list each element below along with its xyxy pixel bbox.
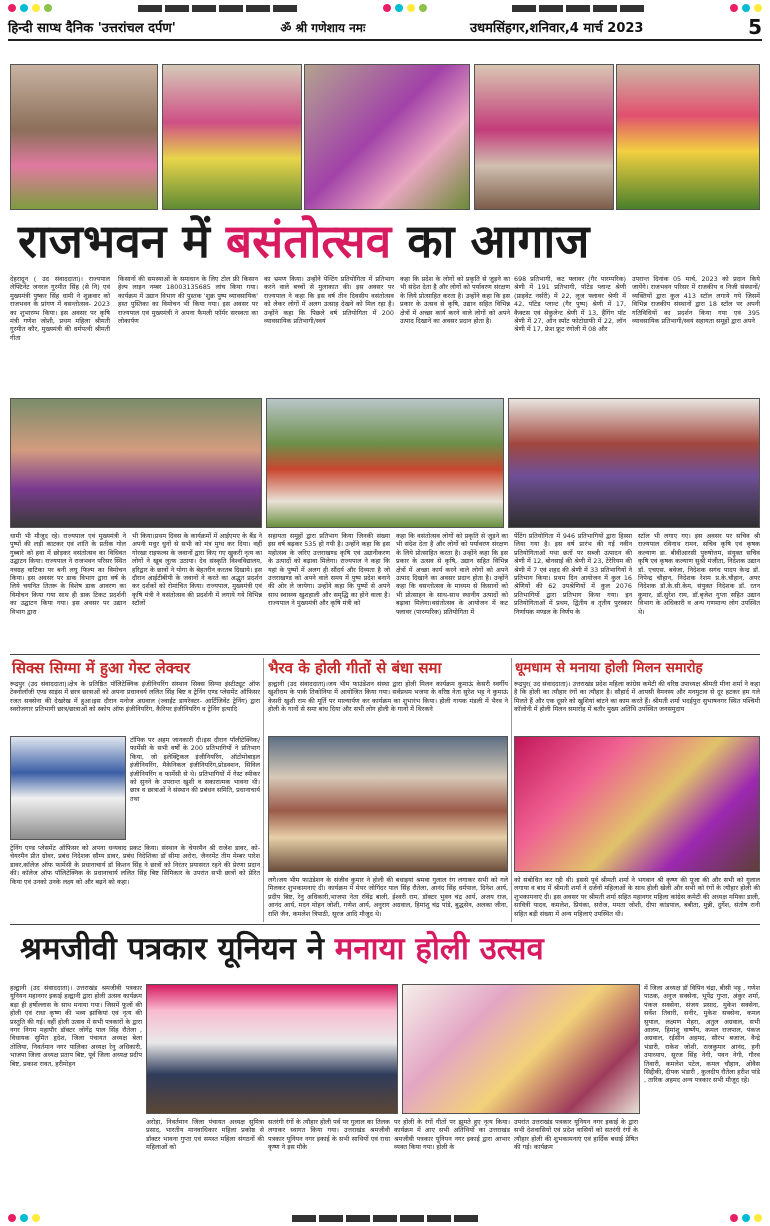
decor-dot — [395, 4, 403, 12]
decor-bar — [373, 1215, 397, 1222]
photo-yoga-performance — [266, 398, 504, 528]
column-divider — [511, 658, 512, 922]
decor-bar — [593, 5, 617, 12]
lead-headline-part1: राजभवन में — [18, 214, 210, 268]
section-divider — [10, 654, 760, 655]
lead-lower-col-6: स्टॉल भी लगाए गए। इस अवसर पर सचिव श्री राज्यपाल रविनाथ रामन, सचिव कृषि एवं कृषक कल्याण डा. बीवीआरसी पुरुषोत्तम, संयुक्त सचिव कृषि एवं कृषक कल्याण सुश्री मंजीता, निदेशक उद्यान डॉ. एचएस. बवेजा, निदेशक सगंध पादप केन्द्र डॉ. निपेन्द्र चौहान, निदेशक रेशम प्र.के.चौहान, अपर निदेशक डॉ.के.सी.केम, संयुक्त निदेशक डॉ. रतन कुमार, डॉ.सुरेश राम, डॉ.बृजेश गुप्ता सहित उद्यान विभाग के अधिकारी व अन्य गणमान्य लोग उपस्थित थे। — [638, 532, 760, 616]
holi-milan-body-1: रूद्रपुर( उद संवाददाता)। उत्तराखंड प्रदेश महिला कांग्रेस कमेटी की वरिष्ठ उपाध्यक्ष श्रीमती मीना शर्मा ने कहा है कि होली का त्यौहार रंगों का त्यौहार है। सौहार्द में आपसी वैमनस्य और मनमुटाव से दूर हटकर हम गले मिलते हैं और एक दूसरे को खुशियां बांटने का काम करते हैं। श्रीमती शर्मा भदईपुरा सुभाषनगर स्थित पश्चिमी कॉलोनी में होली मिलन समारोह में बतौर मुख्य अतिथि उपस्थित जनसमुदाय — [514, 680, 760, 714]
lead-lower-col-2: भी किया।प्रथम दिवस के कार्यक्रमों में आईएमए के बैंड ने अपनी मधुर धुनों से सभी को मंत्र मुग्ध कर दिया। वहीं गोरखा राइफल्स के जवानों द्वारा किए गए खुकरी नृत्य का लोगों ने खूब लुत्फ उठाया। देव संस्कृति विश्वविद्यालय, हरिद्वार के छात्रों ने योगा के बेहतरीन करतब दिखाये। इस दौरान आईटीबीपी के जवानों ने करते का अद्भुत प्रदर्शन कर दर्शकों को रोमांचित किया। राज्यपाल, मुख्यमंत्री एवं कृषि मंत्री ने वसंतोत्सव की प्रदर्शनी में लगाये गये विभिन्न स्टॉलों — [132, 532, 262, 608]
photo-guest-lecture — [10, 736, 126, 840]
sixsigma-body-3: ट्रेनिंग एण्ड प्लेसमेंट ऑफिसर को अपना धन्यवाद प्रकट किया। संस्थान के चेयरमैन श्री राजेश डावर, को- चेयरमैन प्रीत ग्रोवर, प्रबंध निदेशक सौम्य डावर, प्रबंध निदेशिका डॉ सीमा अरोरा, जैनरमेंट तीम मेम्बर पारेश डावर,कॉलेज ऑफ फार्मेसी के प्रधानाचार्य डॉ किशन सिंह ने छात्रों को निरंतर प्रयासरत रहने की प्रेरणा प्रदान की। कॉलेज ऑफ पॉलिटेक्निक के प्रधानाचार्य ललित सिंह बिष्ट सिमिकार के उपरांत सभी छात्रों को प्रेरित किया एवं उनको उनके लक्ष्य को और बढ़ने को कहा। — [10, 844, 260, 886]
masthead — [8, 15, 762, 41]
photo-women-holi — [514, 736, 760, 872]
decor-dot — [419, 4, 427, 12]
decor-bar — [165, 5, 189, 12]
decor-bar — [346, 1215, 370, 1222]
photo-flower-beds — [616, 64, 760, 210]
decor-bar — [512, 5, 536, 12]
sixsigma-body-1: रूद्रपुर (उद संवाददाता)।क्षेत्र के प्रतिष्ठित पॉलिटेक्निक इंजीनियरिंग संस्थान सिक्स सिग्मा इंस्टीट्यूट ऑफ टेक्नोलॉजी एण्ड साइंस में छात्र छात्राओं को अपना प्रधानवर्य ललित सिंह बिष्ट व ट्रेनिंग एण्ड प्लेसमेंट ऑफिसर रजत सक्सेना की देखरेख में हुआ।इस दौरान मनोज अग्रवाल (ज्वाईंट डायरेक्टर- आर्टिजिवेंट ट्रेनिंग) द्वारा स्वरोजगार प्रतिभागी छात्र/छात्राओं को स्कोप ऑफ इंजीनियरिंग, कैरियर इंजीनियरिंग व ट्रेनिंग इत्यादि — [10, 680, 260, 714]
decor-dot — [730, 1214, 738, 1222]
lead-headline — [18, 214, 590, 268]
sixsigma-headline: सिक्स सिग्मा में हुआ गेस्ट लेक्चर — [12, 659, 191, 677]
lead-col-2: किसानों की समस्याओं के समाधान के लिए टोल फ्री किसान हेल्प लाइन नम्बर 18003135685 लांच किया गया। कार्यक्रम में उद्यान विभाग की पुस्तक 'शुक्र पुष्प व्यावसायिक' हस्त पुस्तिका का विमोचन भी किया गया। इस अवसर पर राज्यपाल एवं मुख्यमंत्री ने अपना फैमली फॉर्मर सरस्वता का लोकार्पण — [118, 275, 258, 326]
shramjeevi-headline-part2: मनाया होली उत्सव — [334, 931, 544, 967]
top-decor — [8, 3, 762, 13]
lead-headline-part3: का आगाज — [407, 214, 590, 268]
decor-bar — [292, 1215, 316, 1222]
dots-right — [730, 4, 762, 12]
dots-mid — [383, 4, 427, 12]
decor-dot — [754, 1214, 762, 1222]
decor-dot — [742, 4, 750, 12]
decor-bar — [566, 5, 590, 12]
decor-dot — [383, 4, 391, 12]
bhairav-body-1: हल्द्वानी (उद संवाददाता)।जय भीम फाउंडेशन संस्था द्वारा होली मिलन कार्यक्रम कुमाऊं केसरी स्वर्गीय खुशीराम के पार्क तिकोनिया में आयोजित किया गया। सर्वप्रथम भजपा के वरिष्ठ नेता सुरेश भट्ट ने कुमाऊं केसरी खुशी राम की मूर्ति पर माल्यार्पण कर कार्यक्रम का शुभारंभ किया। होली गायक मंडली में भैरव ने होली के गानों से समा बांध दिया और सभी लोग होली के गानों में थिरकने — [268, 680, 508, 714]
decor-dot — [8, 1214, 16, 1222]
shramjeevi-col-3: सतरंगी रंगों के त्यौहार होली पर्व पर गुलाल का तिलक लगाकर स्वागत किया गया। उत्तराखंड श्रमजीवी पत्रकार यूनियन नगर इकाई के सभी साथियों एवं राधा कृष्ण ने इस मौके — [268, 1118, 390, 1152]
decor-bar — [192, 5, 216, 12]
lead-lower-col-5: पेंटिंग प्रतियोगिता में 946 प्रतिभागियों द्वारा हिस्सा लिया गया है। इस वर्ष प्रारंभ की गई नवीन प्रतियोगिताओं यथा छतों पर सब्जी उत्पादन की श्रेणी में 12, बोनसाई की श्रेणी में 23, टेरेरियम की श्रेणी में 7 एवं शहद की श्रेणी में 33 प्रतिभागियों ने प्रतिभाग किया। प्रथम दिन आयोजन में कुल 16 श्रेणियों की 62 उपश्रेणियों में कुल 2076 प्रतिभागियों द्वारा प्रतिभाग किया गया। इन प्रतियोगिताओं में प्रथम, द्वितीय व तृतीय पुरस्कार निर्णायक मण्डल के निर्णय के — [514, 532, 632, 616]
decor-dot — [32, 1214, 40, 1222]
decor-bar — [219, 5, 243, 12]
section-divider — [10, 924, 760, 925]
decor-dot — [742, 1214, 750, 1222]
bhairav-headline: भैरव के होली गीतों से बंधा समा — [268, 659, 442, 677]
decor-dot — [754, 4, 762, 12]
decor-bar — [138, 5, 162, 12]
decor-dot — [32, 4, 40, 12]
location-date: उधमसिंहगर,शनिवार,4 मार्च 2023 — [470, 21, 644, 36]
paper-name: हिन्दी साप्ध दैनिक 'उत्तरांचल दर्पण' — [8, 21, 176, 36]
photo-women-bouquet — [304, 64, 470, 210]
photo-governor-flowers — [10, 64, 158, 210]
lead-col-1: देहरादून ( उद संवाददाता)। राज्यपाल लेफ्टिनेंट जनरल गुरमीत सिंह (से नि) एवं मुख्यमंत्री पुष्कर सिंह धामी ने शुक्रवार को राजभवन के प्रांगण में वसन्तोत्सव- 2023 का शुभारम्भ किया। इस अवसर पर कृषि मंत्री गणेश जोशी, प्रथम महिला श्रीमती गुरमीत कौर, मुख्यमंत्री की धर्मपत्नी श्रीमती गीता — [10, 275, 110, 342]
lead-col-6: उपरान्त दिनांक 05 मार्च, 2023 को प्रदान किये जायेंगे। राजभवन परिसर में राजकीय व निजी संस्थानों/व्यक्तियों द्वारा कुल 413 स्टॉल लगाये गये जिसमें विभिन्न राजकीय संस्थानों द्वारा 18 स्टॉल पर अपनी गतिविधियों का प्रदर्शन किया गया एवं 395 व्यावसायिक प्रतिभागी/स्वयं सहायता समूहों द्वारा अपने — [632, 275, 760, 326]
lead-lower-col-1: धामी भी मौजूद रहे। राज्यपाल एवं मुख्यमंत्री ने पुष्पों की लड़ी काटकर एवं शांति के प्रतीक गोल गुब्बारे को हवा में छोड़कर वसंतोत्सव का विधिवत उद्घाटन किया। राज्यपाल ने राजभवन परिसर स्थित नवग्रह वाटिका पर बनी लघु फिल्म का विमोचन किया। इस अवसर पर डाक विभाग द्वारा वर्ष के लिये चयनित तितरू के विशेष डाक आवरण का विमोचन किया गया साथ ही डाक टिकट प्रदर्शनी का उद्घाटन किया गया। इस अवसर पर उद्यान विभाग द्वारा — [10, 532, 126, 616]
holi-milan-body-2: को संबोधित कर रही थी। इससे पूर्व श्रीमती शर्मा ने भगवान श्री कृष्ण की पूजा की और सभी को गुलाल लगाया व बाद में श्रीमती शर्मा ने दर्जनों महिलाओं के साथ होली खेली और सभी को रंगों के त्यौहार होली की शुभकामनाएं दी। इस अवसर पर श्रीमती शर्मा सहित महानगर महिला कांग्रेस कमेटी की अध्यक्ष ममिका डाली, सावित्री यादव, कमलेश, प्रियंका, सरोज, ममता जोशी, दीपा कांडपाल, बबीता, मुन्नी, दुर्गेश, संतोष रानी सहित बड़ी संख्या में अन्य महिलाएं उपस्थित थी। — [514, 876, 760, 918]
decor-bars — [512, 5, 644, 12]
lead-col-5: 698 प्रतिभागी, कट फ्लावर (गैर पारम्परिक) श्रेणी में 191 प्रतिभागी, पॉटेड प्लान्ट श्रेणी (प्राइवेट नर्सरी) में 22, लूज फ्लावर श्रेणी में 42, पॉटेड प्लान्ट (गैर पुष्प) श्रेणी में 17, कैक्टस एवं सेकुलेन्ट श्रेणी में 13, हैंगिंग पॉट श्रेणी में 27, ऑन स्पॉट फोटोग्राफी में 22, लॉन श्रेणी में 17, फ्रेश फ्रूट रंगोली में 08 और — [514, 275, 626, 334]
decor-dot — [730, 4, 738, 12]
shramjeevi-col-1: हल्द्वानी (उद संवाददाता)। उत्तराखंड श्रमजीवी पत्रकार यूनियन महानगर इकाई हल्द्वानी द्वारा होली उत्सव कार्यक्रम बड़ा ही हर्षोल्लास के साथ मनाया गया। जिसमें फूलों की होली एवं राधा कृष्ण की भव्य झांकियां एवं नृत्य की प्रस्तुति की गई। वहीं होली उत्सव में सभी पत्रकारों के द्वारा नगर निगम महापौर डॉक्टर जोगेंद्र पाल सिंह रौतेला , विधायक सुमित हृदेश, जिला पंचायत अध्यक्ष बेला तोलिया, निवर्तमान नगर पालिका अध्यक्ष रेनु अधिकारी, भाजपा जिला अध्यक्ष प्रताप बिष्ट, पूर्व जिला अध्यक्ष प्रदीप बिष्ट, प्रकाश रावत, हरीमोहन — [10, 984, 142, 1068]
shramjeevi-col-2: अरोड़ा, निवर्तमान जिला पंचायत अध्यक्ष सुमित्रा प्रसाद, भारतीय मानवाधिकार महिला प्रकोष्ठ से डॉक्टर भावना गुप्ता एवं समस्त महिला संगठनों की महिलाओं को — [146, 1118, 264, 1152]
decor-dot — [20, 1214, 28, 1222]
shramjeevi-col-6: में जिला अध्यक्ष डॉ विपिन चंद्रा, बीसी भट्ट , गणेश पाठक, अनुज सक्सेना, भूपेंद्र गुप्ता, अंकुर शर्मा, पंकज सक्सेना, संजय प्रसाद, मुकेश सक्सेना, सर्वेश तिवारी, सनीर, मुकेश सक्सेना, कमल सुयाल, लक्ष्मण मेहरा, अतुल अग्रवाल, सभी आलम, हिमांशु वार्ष्णेय, कमल राजपाल, पंकज अग्रवाल, रईसीन अहमद, सौरभ बजाज, वैन्द्रे भंडारी, राकेश जोशी, राजकुमार आनंद, हनी उपाध्याय, सूरज सिंह नेगी, पवन नेगी, गौरव तिवारी, कमलेश पटेल, कमल चौहान, ओवैस सिद्दीकी, दीपक भंडारी , कुलदीप रौतेला हरीश पांडे , तारिक अहमद अन्य पत्रकार सभी मौजूद रहे। — [644, 984, 760, 1085]
lead-col-4: कहा कि प्रदेश के लोगों को प्रकृति से जुड़ने का भी संदेश देता है और लोगों को पर्यावरण संरक्षण के लिये प्रोत्साहित करता है। उन्होंने कहा कि इस प्रकार के उत्सव से कृषि, उद्यान सहित विभिन्न क्षेत्रों में अच्छा कार्य करने वाले लोगों को अपने उत्पाद दिखाने का अवसर प्रदान होता है। — [400, 275, 510, 326]
photo-radha-krishna — [402, 984, 640, 1114]
decor-bar — [273, 5, 297, 12]
decor-bar — [246, 5, 270, 12]
motto: ॐ श्री गणेशाय नमः — [280, 20, 366, 35]
decor-bar — [400, 1215, 424, 1222]
decor-dot — [44, 4, 52, 12]
lead-lower-col-3: सहायता समूहों द्वारा प्रतिभाग किया जिनकी संख्या इस वर्ष बढ़कर 535 हो गयी है। उन्होंने कहा कि इस महोत्सव के जरिए उत्तराखण्ड कृषि एवं उद्यानीकरण के उत्पादों को बढ़ावा मिलेगा। राज्यपाल ने कहा कि यहां के पुष्पों में अलग ही सौंदर्य और दिव्यता है जो उत्तराखण्ड को अपने वाले समय में पुष्प प्रदेश बनाने की ओर ले जायेगा। उन्होंने कहा कि पुष्पों से अपने साथ स्वास्थ्य खुशहाली और समृद्धि का होने वाला है। राज्यपाल ने मुख्यमंत्री और कृषि मंत्री को — [268, 532, 390, 608]
footer-decor — [8, 1213, 762, 1223]
page-number: 5 — [748, 15, 762, 39]
footer-dots-right — [730, 1214, 762, 1222]
shramjeevi-col-5: उपरांत उत्तराखंड पत्रकार यूनियन नगर इकाई के द्वारा सभी देशवासियों एवं प्रदेश वासियों को सतरंगी रंगों के त्यौहार होली की शुभकामनाएं एवं हार्दिक बधाई प्रेषित की गई। कार्यक्रम — [514, 1118, 638, 1152]
footer-dots — [8, 1214, 40, 1222]
photo-exhibition-visit — [508, 398, 760, 528]
decor-bars — [138, 5, 297, 12]
decor-dot — [20, 4, 28, 12]
shramjeevi-headline — [20, 931, 544, 967]
shramjeevi-col-4: पर होली के रंगों गीतों पर झूमते हुए नृत्य किया। कार्यक्रम में आए सभी अतिथियों का उत्तराखंड श्रमजीवी पत्रकार यूनियन नगर इकाई द्वारा आभार व्यक्त किया गया। होली के — [394, 1118, 510, 1152]
decor-bar — [427, 1215, 451, 1222]
photo-ribbon-cutting — [10, 398, 262, 528]
holi-milan-headline: धूमधाम से मनाया होली मिलन समारोह — [515, 660, 703, 676]
photo-flower-display — [162, 64, 302, 210]
lead-col-3: का भ्रमण किया। उन्होंने पेन्टिंग प्रतियोगिता में प्रतिभाग करने वाले बच्चों से मुलाकात की। इस अवसर पर राज्यपाल ने कहा कि इस वर्ष तीन दिवसीय वसंतोत्सव को लेकर लोगों में अलग उत्साह देखने को मिल रहा है। उन्होंने कहा कि पिछले वर्ष प्रतियोगिता में 200 व्यावसायिक प्रतिभागी/स्वयं — [264, 275, 394, 326]
sixsigma-body-2: टॉपिक पर अहम जानकारी दी।इस दौरान पॉलीटेक्निक/ फार्मेसी के सभी वर्षों के 200 प्रतिभागियों ने प्रतिभाग किया, जो इलेक्ट्रिकल इंजीनियरिंग, ऑटोमोबाइल इंजीनियरिंग, मैकेनिकल इंजीनियरिंग,प्रोडक्शन, सिविल इंजीनियरिंग व फार्मेसी से थे। प्रतिभागियों में गेस्ट स्पीकर को सुनने के उपरान्त खुशी व सकारात्मक भावना थी। छात्र व छात्राओं ने संस्थान की प्रबंधन समिति, प्रधानाचार्य तथा — [130, 736, 260, 803]
footer-bars — [292, 1215, 478, 1222]
decor-dot — [8, 4, 16, 12]
bhairav-body-2: लगे।जय भीम फाउंडेशन के संजीव कुमार ने होली की बधाइयां श्रमवा गुलाल रंग लगाकर सभी को गले मिलकर शुभकामनाएं दी। कार्यक्रम में मेयर जोगिंदर पाल सिंह रौतेला, आनंद सिंह धर्मपाल, दिनेश आर्य, प्रदीप बिष्ट, रेनु अधिकारी,भाजपा नेता रविंद्र बाली, ईश्वरी राम, डॉक्टर भुवन चंद्र आर्य, अजय राज, आनंद आर्य, मदन मोहन जोशी, गणेश आर्य, अनुराग अग्रवाल, हिमांशु चंद्र पांडे, बुद्धसेन, अलका जीना, राशि जैन, कमलेश त्रिपाठी, सूरज आदि मौजूद थे। — [268, 876, 508, 918]
decor-bar — [319, 1215, 343, 1222]
lead-lower-col-4: कहा कि वसंतोत्सव लोगों को प्रकृति से जुड़ने का भी संदेश देता है और लोगों को पर्यावरण संरक्षण के लिये प्रोत्साहित करता है। उन्होंने कहा कि इस प्रकार के उत्सव से कृषि, उद्यान सहित विभिन्न क्षेत्रों में अच्छा कार्य करने वाले लोगों को अपने उत्पाद दिखाने का अवसर प्रदान होता है। उन्होंने कहा कि वसन्तोत्सव के माध्यम से किसानों को भी प्रोत्साहन के साथ-साथ स्थानीय उत्पादों को बढ़ावा मिलेगा।वसंतोत्सव के आयोजन में कट फ्लावर (पारम्परिक) प्रतियोगिता में — [396, 532, 508, 616]
photo-journalists-group — [146, 984, 398, 1114]
shramjeevi-headline-part1: श्रमजीवी पत्रकार यूनियन ने — [20, 931, 324, 967]
decor-bar — [454, 1215, 478, 1222]
photo-holi-group — [268, 736, 508, 872]
decor-bar — [539, 5, 563, 12]
column-divider — [263, 658, 264, 922]
photo-dignitaries — [474, 64, 614, 210]
decor-dot — [407, 4, 415, 12]
lead-headline-part2: बसंतोत्सव — [225, 214, 392, 268]
decor-bar — [620, 5, 644, 12]
dots-left — [8, 4, 52, 12]
